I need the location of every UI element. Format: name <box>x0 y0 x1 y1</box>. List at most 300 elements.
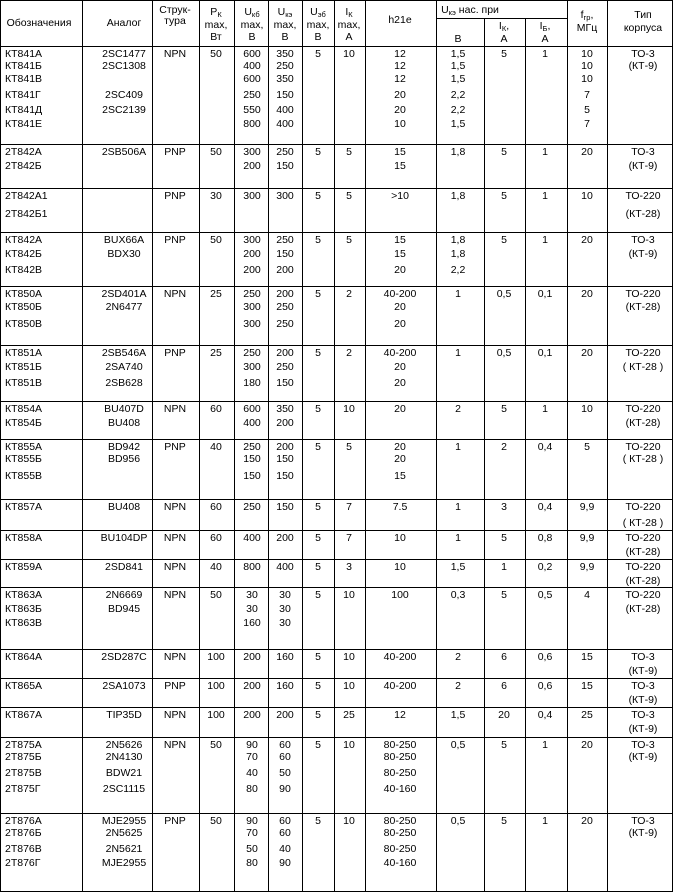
cell-fgr: 7 <box>584 89 590 101</box>
cell-analog: 2SC409 <box>105 89 143 101</box>
cell-ib: 0,1 <box>537 347 553 359</box>
cell-case: (КТ-9) <box>628 827 658 839</box>
cell-designation: 2Т876А <box>5 815 42 827</box>
cell-ik: 5 <box>346 190 352 202</box>
cell-uke: 200 <box>276 532 294 544</box>
cell-ukesat: 1 <box>455 501 461 513</box>
cell-uke: 250 <box>276 318 294 330</box>
cell-designation: КТ841Б <box>5 60 42 72</box>
cell-uke: 50 <box>279 767 291 779</box>
cell-uke: 90 <box>279 857 291 869</box>
cell-analog: BD942 <box>107 441 141 453</box>
cell-case: ТО-220 <box>625 589 661 601</box>
cell-analog: 2N6669 <box>105 589 143 601</box>
cell-ik2: 5 <box>501 739 507 751</box>
cell-ik: 3 <box>346 561 352 573</box>
cell-ib: 1 <box>542 815 548 827</box>
cell-ik2: 3 <box>501 501 507 513</box>
cell-case: (КТ-9) <box>628 665 658 677</box>
cell-ukb: 300 <box>243 234 261 246</box>
group-separator <box>0 559 673 560</box>
cell-ik2: 20 <box>498 709 510 721</box>
cell-pk: 60 <box>210 501 222 513</box>
cell-designation: КТ863А <box>5 589 43 601</box>
cell-ukb: 90 <box>246 815 258 827</box>
cell-designation: КТ867А <box>5 709 43 721</box>
cell-analog: 2N5621 <box>105 843 143 855</box>
cell-analog: 2N6477 <box>105 301 143 313</box>
cell-ik2: 5 <box>501 403 507 415</box>
cell-uke: 30 <box>279 603 291 615</box>
cell-case: ( КТ-28 ) <box>622 453 664 465</box>
cell-ukb: 180 <box>243 377 261 389</box>
cell-analog: MJE2955 <box>101 815 147 827</box>
cell-h21e: 20 <box>394 403 406 415</box>
cell-uke: 150 <box>276 248 294 260</box>
cell-h21e: 12 <box>394 60 406 72</box>
cell-ib: 0,5 <box>537 589 553 601</box>
cell-ib: 0,2 <box>537 561 553 573</box>
header-ukb-unit: В <box>248 31 256 43</box>
grid-line <box>234 0 235 892</box>
cell-designation: 2Т876В <box>5 843 42 855</box>
cell-case: (КТ-9) <box>628 60 658 72</box>
cell-ukesat: 1 <box>455 288 461 300</box>
header-pk: PК <box>210 6 222 19</box>
cell-ueb: 5 <box>315 403 321 415</box>
cell-analog: BUX66A <box>103 234 145 246</box>
cell-ib: 0,6 <box>537 651 553 663</box>
cell-structure: NPN <box>163 501 187 513</box>
cell-ik: 2 <box>346 347 352 359</box>
cell-designation: КТ841Г <box>5 89 41 101</box>
group-separator <box>0 188 673 189</box>
cell-case: (КТ-9) <box>628 248 658 260</box>
cell-h21e: 40-200 <box>383 680 417 692</box>
cell-structure: PNP <box>164 190 186 202</box>
cell-structure: NPN <box>163 48 187 60</box>
cell-ukesat: 1 <box>455 347 461 359</box>
header-case-1: Тип <box>634 9 652 21</box>
cell-h21e: 15 <box>394 234 406 246</box>
header-ik-max: max, <box>337 19 361 31</box>
cell-ueb: 5 <box>315 347 321 359</box>
grid-line <box>268 0 269 892</box>
cell-fgr: 4 <box>584 589 590 601</box>
header-ueb-max: max, <box>306 19 330 31</box>
cell-pk: 25 <box>210 347 222 359</box>
cell-analog: BU104DP <box>100 532 148 544</box>
cell-h21e: 10 <box>394 532 406 544</box>
cell-designation: КТ842В <box>5 264 43 276</box>
cell-ukb: 40 <box>246 767 258 779</box>
header-uke: Uкэ <box>277 6 293 19</box>
cell-h21e: 40-200 <box>383 347 417 359</box>
group-separator <box>0 587 673 588</box>
cell-h21e: 12 <box>394 48 406 60</box>
cell-ukesat: 1 <box>455 441 461 453</box>
cell-fgr: 25 <box>581 709 593 721</box>
cell-h21e: 7.5 <box>392 501 408 513</box>
cell-ukb: 800 <box>243 561 261 573</box>
cell-ib: 1 <box>542 739 548 751</box>
cell-fgr: 20 <box>581 288 593 300</box>
cell-uke: 350 <box>276 48 294 60</box>
cell-h21e: >10 <box>391 190 409 202</box>
cell-analog: 2SA740 <box>105 361 143 373</box>
header-pk-unit: Вт <box>210 31 222 43</box>
cell-ukb: 300 <box>243 301 261 313</box>
cell-ik2: 0,5 <box>496 347 512 359</box>
cell-fgr: 10 <box>581 60 593 72</box>
cell-pk: 50 <box>210 48 222 60</box>
cell-structure: PNP <box>164 441 186 453</box>
cell-ukb: 800 <box>243 118 261 130</box>
header-fgr-unit: МГц <box>576 22 598 34</box>
cell-case: ( КТ-28 ) <box>622 517 664 529</box>
cell-uke: 150 <box>276 453 294 465</box>
cell-ib: 0,4 <box>537 501 553 513</box>
cell-designation: 2Т842Б <box>5 160 42 172</box>
cell-fgr: 9,9 <box>579 501 595 513</box>
cell-designation: 2Т875В <box>5 767 42 779</box>
cell-ukesat: 2 <box>455 403 461 415</box>
cell-analog: 2SD287C <box>101 651 147 663</box>
cell-ik2: 2 <box>501 441 507 453</box>
cell-ik: 10 <box>343 48 355 60</box>
header-designation: Обозначения <box>6 17 72 29</box>
cell-h21e: 20 <box>394 441 406 453</box>
cell-structure: NPN <box>163 739 187 751</box>
cell-ukesat: 0,5 <box>450 815 466 827</box>
cell-pk: 50 <box>210 589 222 601</box>
cell-h21e: 12 <box>394 73 406 85</box>
cell-ueb: 5 <box>315 190 321 202</box>
cell-ukb: 30 <box>246 603 258 615</box>
cell-ik: 5 <box>346 441 352 453</box>
cell-ik: 10 <box>343 680 355 692</box>
cell-ueb: 5 <box>315 532 321 544</box>
cell-ukesat: 1,8 <box>450 248 466 260</box>
cell-ukesat: 1,5 <box>450 48 466 60</box>
cell-ukesat: 1,5 <box>450 561 466 573</box>
cell-h21e: 20 <box>394 301 406 313</box>
cell-designation: КТ842Б <box>5 248 42 260</box>
cell-case: ТО-3 <box>631 48 655 60</box>
cell-analog: 2SA1073 <box>102 680 146 692</box>
cell-ukb: 200 <box>243 160 261 172</box>
cell-designation: КТ863Б <box>5 603 42 615</box>
cell-h21e: 40-200 <box>383 651 417 663</box>
group-separator <box>0 345 673 346</box>
cell-case: ТО-220 <box>625 561 661 573</box>
group-separator <box>0 649 673 650</box>
cell-designation: КТ851Б <box>5 361 42 373</box>
cell-uke: 40 <box>279 843 291 855</box>
cell-analog: 2SD401A <box>101 288 147 300</box>
cell-ik2: 5 <box>501 190 507 202</box>
header-fgr: fгр, <box>580 9 594 22</box>
cell-ukesat: 1,5 <box>450 118 466 130</box>
cell-uke: 250 <box>276 60 294 72</box>
cell-uke: 30 <box>279 617 291 629</box>
cell-ukb: 200 <box>243 248 261 260</box>
cell-uke: 150 <box>276 377 294 389</box>
cell-analog: BD945 <box>107 603 141 615</box>
cell-uke: 200 <box>276 264 294 276</box>
grid-line <box>82 0 83 892</box>
cell-ik2: 5 <box>501 234 507 246</box>
cell-fgr: 9,9 <box>579 561 595 573</box>
cell-structure: NPN <box>163 561 187 573</box>
cell-case: (КТ-9) <box>628 160 658 172</box>
cell-uke: 150 <box>276 89 294 101</box>
cell-ukb: 250 <box>243 347 261 359</box>
cell-case: (КТ-9) <box>628 723 658 735</box>
grid-line <box>436 0 437 892</box>
cell-designation: КТ865А <box>5 680 43 692</box>
group-separator <box>0 737 673 738</box>
grid-line <box>152 0 153 892</box>
cell-ik2: 6 <box>501 680 507 692</box>
cell-structure: PNP <box>164 680 186 692</box>
cell-h21e: 20 <box>394 89 406 101</box>
header-analog: Аналог <box>106 17 142 29</box>
cell-designation: 2Т842А <box>5 146 42 158</box>
cell-ik2: 5 <box>501 48 507 60</box>
cell-designation: КТ850Б <box>5 301 42 313</box>
cell-pk: 40 <box>210 561 222 573</box>
cell-pk: 50 <box>210 815 222 827</box>
cell-designation: КТ854А <box>5 403 43 415</box>
group-separator <box>0 286 673 287</box>
cell-ueb: 5 <box>315 561 321 573</box>
cell-case: (КТ-28) <box>625 301 661 313</box>
cell-pk: 60 <box>210 532 222 544</box>
cell-ik: 5 <box>346 146 352 158</box>
cell-uke: 200 <box>276 288 294 300</box>
cell-analog: 2N4130 <box>105 751 143 763</box>
cell-fgr: 7 <box>584 118 590 130</box>
cell-h21e: 10 <box>394 118 406 130</box>
cell-fgr: 20 <box>581 347 593 359</box>
cell-ik2: 5 <box>501 815 507 827</box>
cell-ukb: 90 <box>246 739 258 751</box>
cell-designation: КТ854Б <box>5 417 42 429</box>
cell-ukb: 300 <box>243 361 261 373</box>
group-separator <box>0 232 673 233</box>
cell-case: (КТ-28) <box>625 208 661 220</box>
cell-ukb: 250 <box>243 288 261 300</box>
cell-h21e: 80-250 <box>383 751 417 763</box>
cell-uke: 250 <box>276 234 294 246</box>
header-ueb-unit: В <box>314 31 322 43</box>
cell-fgr: 9,9 <box>579 532 595 544</box>
cell-ukb: 550 <box>243 104 261 116</box>
cell-ukb: 400 <box>243 532 261 544</box>
cell-ueb: 5 <box>315 815 321 827</box>
header-ik2: IК, <box>498 20 510 33</box>
cell-uke: 90 <box>279 783 291 795</box>
cell-fgr: 15 <box>581 651 593 663</box>
cell-ik: 7 <box>346 501 352 513</box>
cell-structure: PNP <box>164 815 186 827</box>
cell-structure: NPN <box>163 589 187 601</box>
cell-ukesat: 2 <box>455 651 461 663</box>
header-ik2-unit: А <box>500 33 508 45</box>
cell-uke: 250 <box>276 361 294 373</box>
cell-analog: MJE2955 <box>101 857 147 869</box>
cell-designation: КТ842А <box>5 234 43 246</box>
cell-ib: 1 <box>542 48 548 60</box>
cell-ueb: 5 <box>315 48 321 60</box>
cell-case: ТО-220 <box>625 347 661 359</box>
group-separator <box>0 813 673 814</box>
cell-h21e: 10 <box>394 561 406 573</box>
header-uke-unit: В <box>281 31 289 43</box>
cell-h21e: 20 <box>394 104 406 116</box>
cell-ik2: 5 <box>501 146 507 158</box>
cell-ukb: 250 <box>243 501 261 513</box>
grid-line <box>302 0 303 892</box>
header-pk-max: max, <box>204 19 228 31</box>
cell-ukb: 200 <box>243 264 261 276</box>
cell-h21e: 80-250 <box>383 827 417 839</box>
cell-designation: 2Т842А1 <box>5 190 48 202</box>
cell-h21e: 80-250 <box>383 843 417 855</box>
grid-line <box>525 18 526 892</box>
cell-fgr: 20 <box>581 234 593 246</box>
cell-designation: КТ841А <box>5 48 43 60</box>
cell-case: ТО-220 <box>625 441 661 453</box>
cell-pk: 60 <box>210 403 222 415</box>
cell-ib: 0,4 <box>537 709 553 721</box>
cell-ukb: 70 <box>246 827 258 839</box>
cell-ukesat: 1,8 <box>450 190 466 202</box>
cell-uke: 250 <box>276 301 294 313</box>
cell-uke: 160 <box>276 651 294 663</box>
cell-ukb: 400 <box>243 417 261 429</box>
cell-fgr: 10 <box>581 190 593 202</box>
cell-analog: 2N5626 <box>105 739 143 751</box>
cell-designation: 2Т875Б <box>5 751 42 763</box>
cell-ueb: 5 <box>315 288 321 300</box>
cell-pk: 40 <box>210 441 222 453</box>
cell-ukesat: 1,5 <box>450 709 466 721</box>
cell-ukesat: 1,5 <box>450 73 466 85</box>
cell-h21e: 20 <box>394 453 406 465</box>
cell-ik: 5 <box>346 234 352 246</box>
cell-ukb: 300 <box>243 318 261 330</box>
grid-line <box>0 46 673 47</box>
cell-case: (КТ-28) <box>625 603 661 615</box>
cell-designation: КТ841Д <box>5 104 43 116</box>
cell-ukesat: 0,3 <box>450 589 466 601</box>
cell-ukb: 150 <box>243 470 261 482</box>
cell-analog: BD956 <box>107 453 141 465</box>
cell-h21e: 80-250 <box>383 739 417 751</box>
cell-ukb: 200 <box>243 680 261 692</box>
cell-ueb: 5 <box>315 739 321 751</box>
group-separator <box>0 707 673 708</box>
cell-h21e: 80-250 <box>383 767 417 779</box>
cell-ukb: 600 <box>243 48 261 60</box>
cell-analog: BDX30 <box>107 248 141 260</box>
cell-case: (КТ-28) <box>625 546 661 558</box>
cell-ib: 0,1 <box>537 288 553 300</box>
cell-designation: 2Т842Б1 <box>5 208 48 220</box>
cell-ib: 0,8 <box>537 532 553 544</box>
cell-fgr: 15 <box>581 680 593 692</box>
cell-case: ( КТ-28 ) <box>622 361 664 373</box>
cell-ib: 0,6 <box>537 680 553 692</box>
cell-structure: PNP <box>164 347 186 359</box>
cell-designation: КТ864А <box>5 651 43 663</box>
header-ukb-max: max, <box>240 19 264 31</box>
cell-ik2: 1 <box>501 561 507 573</box>
cell-ib: 1 <box>542 234 548 246</box>
cell-h21e: 40-160 <box>383 783 417 795</box>
cell-h21e: 20 <box>394 318 406 330</box>
cell-case: (КТ-28) <box>625 417 661 429</box>
grid-line <box>0 0 673 1</box>
cell-designation: КТ851В <box>5 377 43 389</box>
cell-uke: 400 <box>276 561 294 573</box>
grid-line <box>334 0 335 892</box>
cell-ukb: 80 <box>246 857 258 869</box>
cell-ik: 7 <box>346 532 352 544</box>
cell-case: (КТ-9) <box>628 694 658 706</box>
group-separator <box>0 401 673 402</box>
cell-ukesat: 2,2 <box>450 264 466 276</box>
cell-designation: КТ855Б <box>5 453 42 465</box>
cell-ukesat: 0,5 <box>450 739 466 751</box>
cell-analog: 2SC1477 <box>102 48 146 60</box>
cell-ib: 1 <box>542 190 548 202</box>
cell-analog: 2SB546A <box>101 347 147 359</box>
cell-designation: КТ858А <box>5 532 43 544</box>
cell-case: ТО-3 <box>631 709 655 721</box>
cell-ueb: 5 <box>315 441 321 453</box>
cell-structure: NPN <box>163 651 187 663</box>
cell-designation: КТ851А <box>5 347 43 359</box>
cell-designation: 2Т876Б <box>5 827 42 839</box>
header-structure-1: Струк- <box>159 4 191 16</box>
cell-structure: NPN <box>163 532 187 544</box>
grid-line <box>484 18 485 892</box>
cell-ukb: 600 <box>243 73 261 85</box>
cell-designation: КТ841Е <box>5 118 43 130</box>
group-separator <box>0 530 673 531</box>
cell-designation: КТ863В <box>5 617 43 629</box>
cell-analog: 2SC2139 <box>102 104 146 116</box>
cell-uke: 200 <box>276 441 294 453</box>
cell-ukb: 200 <box>243 651 261 663</box>
cell-uke: 60 <box>279 815 291 827</box>
cell-h21e: 15 <box>394 146 406 158</box>
cell-ukesat: 1,5 <box>450 60 466 72</box>
cell-ik2: 6 <box>501 651 507 663</box>
cell-ik: 10 <box>343 815 355 827</box>
cell-h21e: 40-160 <box>383 857 417 869</box>
cell-ueb: 5 <box>315 501 321 513</box>
cell-ib: 0,4 <box>537 441 553 453</box>
cell-ib: 1 <box>542 403 548 415</box>
cell-designation: 2Т875А <box>5 739 42 751</box>
cell-uke: 60 <box>279 739 291 751</box>
cell-h21e: 15 <box>394 470 406 482</box>
cell-analog: 2SB628 <box>105 377 143 389</box>
